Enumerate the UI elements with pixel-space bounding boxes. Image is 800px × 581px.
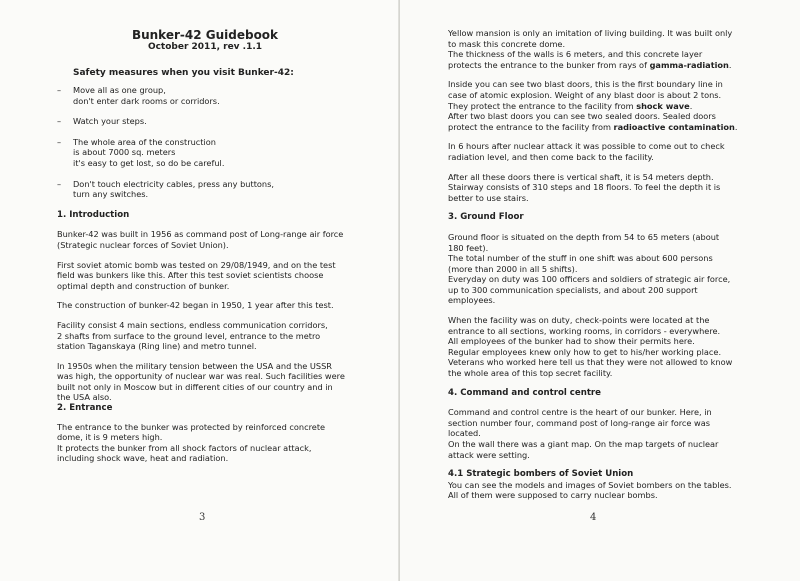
intro-line: First soviet atomic bomb was tested on 29/08/1949, and on the test (57, 259, 336, 270)
intro-paragraph (57, 320, 357, 352)
safety-item-line: – The whole area of the construction (73, 136, 216, 147)
intro-paragraph (57, 229, 357, 250)
command-centre-line: section number four, command post of long-range air force was (448, 417, 711, 428)
ground-floor-line: 180 feet). (448, 242, 489, 253)
intro-line: field was bunkers like this. After this test soviet scientists choose (57, 270, 324, 281)
vertical-shaft-paragraph (448, 172, 753, 204)
intro-line: built not only in Moscow but in different cities of our country and in (57, 381, 333, 392)
intro-line: 2 shafts from surface to the ground level, entrance to the metro (57, 330, 321, 341)
safety-item-line: is about 7000 sq. meters (73, 147, 176, 158)
entrance-line: dome, it is 9 meters high. (57, 432, 163, 443)
shock-wave-term: shock wave (636, 100, 690, 111)
bombers-paragraph (448, 480, 753, 501)
right-page (400, 0, 800, 581)
mansion-line: Yellow mansion is only an imitation of living building. It was built only (448, 28, 733, 38)
safety-item-line: it's easy to get lost, so do be careful. (73, 157, 225, 168)
safety-item (57, 116, 357, 127)
ground-floor-line: (more than 2000 in all 5 shifts). (448, 263, 578, 274)
safety-item-line: turn any switches. (73, 189, 149, 200)
safety-item-line: – Move all as one group, (73, 85, 166, 95)
radiation-check-line: In 6 hours after nuclear attack it was possible to come out to check (448, 141, 725, 152)
vertical-shaft-line: better to use stairs. (448, 192, 529, 203)
ground-floor-line: Everyday on duty was 100 officers and soldiers of strategic air force, (448, 274, 731, 285)
intro-line: the USA also. (57, 392, 112, 403)
right-page-content (448, 28, 753, 501)
checkpoints-line: Veterans who worked here tell us that they were not allowed to know (448, 357, 733, 368)
intro-line: was high, the opportunity of nuclear war was real. Such facilities were (57, 371, 345, 382)
command-centre-paragraph (448, 407, 753, 460)
safety-item (57, 179, 357, 200)
intro-line: The construction of bunker-42 began in 1950, 1 year after this test. (57, 300, 334, 311)
safety-list (57, 85, 357, 200)
gamma-radiation-term: gamma-radiation (649, 59, 729, 70)
safety-item-line: – Watch your steps. (73, 116, 147, 127)
command-centre-heading: 4. Command and control centre (448, 387, 601, 398)
checkpoints-line: All employees of the bunker had to show their permits here. (448, 336, 695, 347)
safety-heading: Safety measures when you visit Bunker-42: (73, 68, 294, 78)
intro-line: station Taganskaya (Ring line) and metro tunnel. (57, 341, 257, 352)
command-centre-line: On the wall there was a giant map. On the map targets of nuclear (448, 439, 719, 449)
checkpoints-line: When the facility was on duty, check-points were located at the (448, 315, 710, 326)
radiation-check-paragraph (448, 141, 753, 162)
ground-floor-staff-paragraph (448, 232, 753, 306)
safety-item (57, 85, 357, 106)
gamma-line: protects the entrance to the bunker from rays of gamma-radiation. (448, 59, 732, 70)
entrance-line: It protects the bunker from all shock factors of nuclear attack, (57, 442, 312, 453)
page-number-left: 3 (199, 512, 206, 523)
blast-doors-line: case of atomic explosion. Weight of any blast door is about 2 tons. (448, 89, 722, 100)
radiation-check-line: radiation level, and then come back to the facility. (448, 151, 654, 162)
bombers-line: You can see the models and images of Soviet bombers on the tables. (448, 479, 732, 490)
intro-line: In 1950s when the military tension between the USA and the USSR (57, 360, 332, 371)
command-centre-line: located. (448, 428, 481, 439)
checkpoints-line: Regular employees knew only how to get to his/her working place. (448, 346, 722, 357)
mansion-line: to mask this concrete dome. (448, 38, 566, 49)
entrance-line: The entrance to the bunker was protected by reinforced concrete (57, 421, 326, 432)
ground-floor-checkpoints-paragraph (448, 315, 753, 379)
entrance-paragraph (57, 422, 357, 464)
intro-line: Bunker-42 was built in 1956 as command post of Long-range air force (57, 229, 344, 240)
intro-heading: 1. Introduction (57, 209, 130, 220)
guidebook-title: Bunker-42 Guidebook (131, 28, 279, 42)
checkpoints-line: entrance to all sections, working rooms, in corridors - everywhere. (448, 325, 721, 336)
vertical-shaft-line: Stairway consists of 310 steps and 18 floors. To feel the depth it is (448, 182, 721, 193)
guidebook-subtitle: October 2011, rev .1.1 (147, 42, 263, 52)
entrance-heading: 2. Entrance (57, 403, 113, 414)
safety-item (57, 137, 357, 169)
bombers-line: All of them were supposed to carry nuclear bombs. (448, 490, 658, 501)
checkpoints-line: the whole area of this top secret facility. (448, 368, 613, 379)
bombers-heading: 4.1 Strategic bombers of Soviet Union (448, 469, 634, 480)
intro-line: Facility consist 4 main sections, endless communication corridors, (57, 319, 328, 330)
blast-doors-paragraph: Inside you can see two blast doors, this is the first boundary line in case of atomic explosion. Weight of any blast door is about 2 tons. They protect the entrance to the facility from shock wave. After two blast doors you can see two sealed doors. Sealed doors protect the entrance to the facility from radioactive contamination. (448, 79, 753, 132)
ground-floor-line: The total number of the stuff in one shift was about 600 persons (448, 253, 713, 264)
mansion-line: The thickness of the walls is 6 meters, and this concrete layer (448, 49, 703, 60)
blast-doors-line: Inside you can see two blast doors, this is the first boundary line in (448, 79, 723, 90)
ground-floor-heading: 3. Ground Floor (448, 212, 524, 223)
intro-line: optimal depth and construction of bunker. (57, 280, 230, 291)
intro-body (57, 229, 357, 403)
ground-floor-line: employees. (448, 295, 496, 306)
intro-paragraph (57, 260, 357, 292)
intro-paragraph (57, 300, 357, 311)
command-centre-line: attack were setting. (448, 449, 530, 460)
ground-floor-line: up to 300 communication specialists, and about 200 support (448, 284, 698, 295)
ground-floor-line: Ground floor is situated on the depth from 54 to 65 meters (about (448, 231, 720, 242)
safety-item-line: – Don't touch electricity cables, press any buttons, (73, 178, 274, 189)
safety-item-line: don't enter dark rooms or corridors. (73, 95, 220, 106)
entrance-line: including shock wave, heat and radiation. (57, 453, 229, 464)
radioactive-contamination-term: radioactive contamination (613, 121, 735, 132)
command-centre-line: Command and control centre is the heart of our bunker. Here, in (448, 407, 712, 418)
mansion-paragraph (448, 28, 753, 70)
left-page-content (57, 28, 357, 473)
vertical-shaft-line: After all these doors there is vertical shaft, it is 54 meters depth. (448, 171, 714, 182)
intro-paragraph (57, 361, 357, 403)
page-number-right: 4 (590, 512, 597, 523)
entrance-body (57, 422, 357, 464)
intro-line: (Strategic nuclear forces of Soviet Union). (57, 239, 229, 250)
